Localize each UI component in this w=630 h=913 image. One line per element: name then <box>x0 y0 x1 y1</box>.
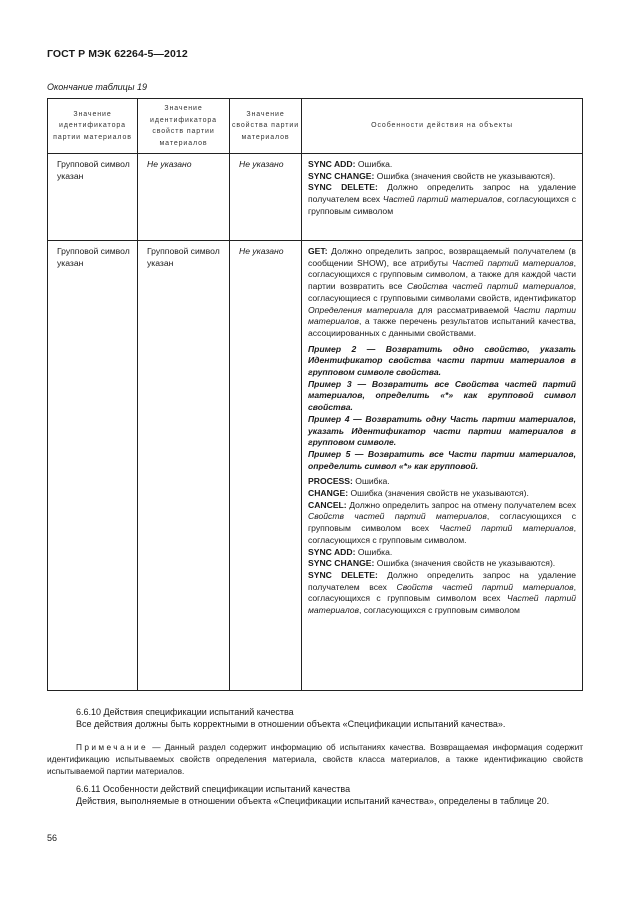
keyword: SYNC DELETE: <box>308 569 378 580</box>
section-6-6-11 <box>47 783 583 808</box>
actions-table <box>47 98 583 691</box>
action-text: для рассматриваемой <box>413 304 514 315</box>
note-text: — Данный раздел содержит информацию об испытаниях качества. Возвращаемая информация содержит идентификацию испытываемых свойств определения материала, свойств класса материалов, а также идентификацию свойств испытываемой партии материалов. <box>47 742 583 776</box>
action-text: , согласующихся с групповым символом, а также для каждой части партии возвратить все <box>308 257 576 292</box>
action-text: , согласующихся с групповым символом всех <box>308 511 576 534</box>
header-batch-id: Значение идентификатора партии материалов <box>48 99 138 154</box>
action-text: Ошибка. <box>355 546 393 557</box>
section-text: Действия, выполняемые в отношении объекта «Спецификации испытаний качества», определены в таблице 20. <box>76 796 550 807</box>
header-property-id: Значение идентификатора свойств партии материалов <box>138 99 230 154</box>
object-term: Свойства частей партий материалов <box>407 281 574 292</box>
keyword: SYNC ADD: <box>308 546 356 557</box>
action-text: Ошибка. <box>355 159 393 169</box>
page-number: 56 <box>47 833 58 843</box>
section-6-6-10 <box>47 706 583 731</box>
header-property-value: Значение свойства партии материалов <box>230 99 302 154</box>
action-text: , согласующихся с групповым символом всех <box>308 581 576 604</box>
table-row <box>48 154 583 241</box>
keyword: SYNC DELETE: <box>308 182 378 193</box>
example-2: Пример 2 — Возвратить одно свойство, указать Идентификатор свойства части партии материалов в групповом символе свойства. <box>308 343 576 378</box>
action-text: Должно определить запрос, возвращаемый получателем (в сообщении SHOW), все атрибуты <box>308 246 576 268</box>
keyword: GET: <box>308 246 328 256</box>
row1-property-value: Не указано <box>239 159 284 169</box>
keyword: PROCESS: <box>308 476 353 487</box>
action-text: Ошибка. <box>352 476 390 487</box>
action-text: Ошибка (значения свойств не указываются). <box>348 488 529 499</box>
action-text: Должно определить запрос на отмену получателем всех <box>346 499 576 510</box>
object-term: Частей партий материалов <box>382 194 502 205</box>
example-3: Пример 3 — Возвратить все Свойства частей партий материалов, определить «*» как групповой символ свойства. <box>308 378 576 413</box>
action-text: , согласующихся с групповым символом. <box>308 523 577 545</box>
example-4: Пример 4 — Возвратить одну Часть партии материалов, указать Идентификатор части партии материалов в групповом символе. <box>308 413 576 448</box>
object-term: Частей партий материалов <box>451 257 574 268</box>
object-term: Частей партий материалов <box>439 523 574 534</box>
action-text: Ошибка (значения свойств не указываются). <box>374 558 556 569</box>
table-header-row <box>48 99 583 154</box>
object-term: Определения материала <box>308 304 414 315</box>
table-caption: Окончание таблицы 19 <box>47 82 147 92</box>
keyword: CHANGE: <box>308 488 349 499</box>
section-heading: 6.6.10 Действия спецификации испытаний качества <box>76 707 294 717</box>
keyword: SYNC CHANGE: <box>308 558 375 569</box>
action-text: , согласующихся с групповым символом <box>308 194 577 216</box>
example-5: Пример 5 — Возвратить все Части партии материалов, определить символ «*» как групповой. <box>308 448 576 471</box>
note <box>47 741 583 777</box>
action-text: , согласующихся с групповым символом <box>358 605 520 616</box>
document-header: ГОСТ Р МЭК 62264-5—2012 <box>47 48 188 60</box>
section-text: Все действия должны быть корректными в отношении объекта «Спецификации испытаний качества». <box>76 719 506 730</box>
object-term: Части партии материалов <box>308 304 577 327</box>
row2-property-id: Групповой символ указан <box>147 246 220 268</box>
action-text: , а также перечень результатов испытаний качества, ассоциированных с данными свойствами. <box>308 316 576 338</box>
row1-property-id: Не указано <box>147 159 192 169</box>
section-heading: 6.6.11 Особенности действий спецификации испытаний качества <box>76 784 351 794</box>
header-action-features: Особенности действия на объекты <box>302 99 583 154</box>
note-label: Примечание <box>76 742 149 752</box>
row2-property-value: Не указано <box>239 246 284 256</box>
keyword: SYNC CHANGE: <box>308 170 375 181</box>
table-row <box>48 241 583 691</box>
row2-actions <box>302 241 582 623</box>
object-term: Частей партий материалов <box>308 593 576 616</box>
action-text: Ошибка (значения свойств не указываются). <box>374 170 556 181</box>
action-text: , согласующиеся с групповыми символами свойств, идентификатор <box>308 281 576 303</box>
object-term: Свойств частей партий материалов <box>308 511 487 522</box>
row1-actions <box>302 154 582 224</box>
keyword: CANCEL: <box>308 499 347 510</box>
row1-batch-id: Групповой символ указан <box>57 159 130 181</box>
keyword: SYNC ADD: <box>308 159 356 169</box>
action-text: Должно определить запрос на удаление получателем всех <box>308 182 577 205</box>
object-term: Свойств частей партий материалов <box>396 581 574 592</box>
row2-batch-id: Групповой символ указан <box>57 246 130 268</box>
action-text: Должно определить запрос на удаление получателем всех <box>308 569 577 592</box>
